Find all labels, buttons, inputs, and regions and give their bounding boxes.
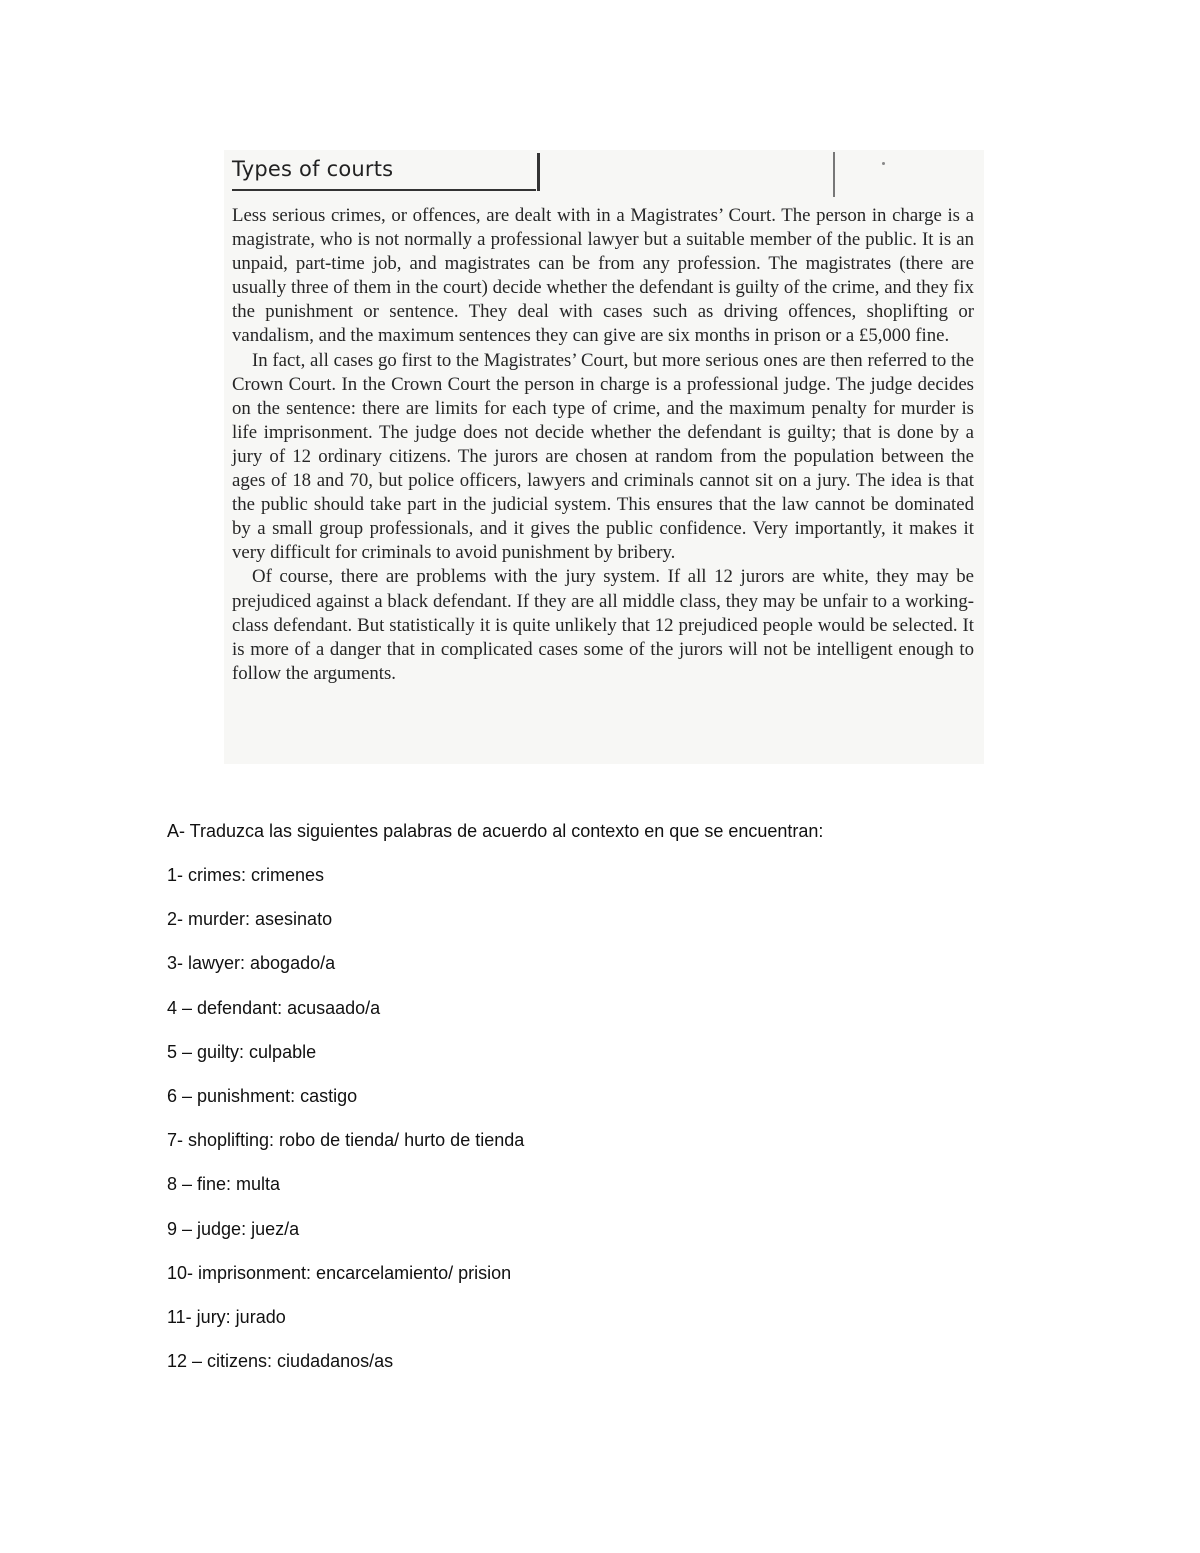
scan-header xyxy=(232,150,984,192)
vocab-item: 5 – guilty: culpable xyxy=(167,1041,317,1062)
vocab-item: 12 – citizens: ciudadanos/as xyxy=(167,1351,394,1372)
vocab-item: 3- lawyer: abogado/a xyxy=(167,953,336,974)
vocab-list xyxy=(167,866,1067,1370)
scan-title: Types of courts xyxy=(232,157,394,181)
scanned-excerpt xyxy=(224,150,984,764)
exercise-instruction: A- Traduzca las siguientes palabras de acuerdo al contexto en que se encuentran: xyxy=(167,821,824,841)
scan-body xyxy=(232,204,974,686)
title-underline xyxy=(232,189,536,191)
title-divider xyxy=(537,153,540,191)
vocab-item: 7- shoplifting: robo de tienda/ hurto de tienda xyxy=(167,1130,525,1151)
scan-paragraph-3: Of course, there are problems with the jury system. If all 12 jurors are white, they may be prejudiced against a black defendant. If they are all middle class, they may be unfair to a working-class defendant. But statistically it is quite unlikely that 12 prejudiced people would be selected. It is more of a danger that in complicated cases some of the jurors will not be intelligent enough to follow the arguments. xyxy=(232,566,974,684)
vocab-item: 9 – judge: juez/a xyxy=(167,1218,300,1239)
vocab-item: 6 – punishment: castigo xyxy=(167,1085,358,1106)
vocab-item: 4 – defendant: acusaado/a xyxy=(167,997,381,1018)
vocab-item: 1- crimes: crimenes xyxy=(167,865,325,885)
scan-paragraph-1: Less serious crimes, or offences, are dealt with in a Magistrates’ Court. The person in charge is a magistrate, who is not normally a professional lawyer but a suitable member of the public. It is an unpaid, part-time job, and magistrates can be from any profession. The magistrates (there are usually three of them in the court) decide whether the defendant is guilty of the crime, and they fix the punishment or sentence. They deal with cases such as driving offences, shoplifting or vandalism, and the maximum sentences they can give are six months in prison or a £5,000 fine. xyxy=(232,205,974,347)
vocab-item: 8 – fine: multa xyxy=(167,1174,281,1195)
scan-speck xyxy=(882,162,885,165)
scan-paragraph-2: In fact, all cases go first to the Magistrates’ Court, but more serious ones are then referred to the Crown Court. In the Crown Court the person in charge is a professional judge. The judge decides on the sentence: there are limits for each type of crime, and the maximum penalty for murder is life imprisonment. The judge does not decide whether the defendant is guilty; that is done by a jury of 12 ordinary citizens. The jurors are chosen at random from the population between the ages of 18 and 70, but police officers, lawyers and criminals cannot sit on a jury. The idea is that the public should take part in the judicial system. This ensures that the law cannot be dominated by a small group professionals, and it gives the public confidence. Very importantly, it makes it very difficult for criminals to avoid punishment by bribery. xyxy=(232,349,974,564)
exercise-section xyxy=(167,822,1067,1396)
vocab-item: 2- murder: asesinato xyxy=(167,909,333,930)
scan-mark xyxy=(833,152,835,197)
vocab-item: 10- imprisonment: encarcelamiento/ prision xyxy=(167,1262,512,1283)
vocab-item: 11- jury: jurado xyxy=(167,1306,286,1327)
